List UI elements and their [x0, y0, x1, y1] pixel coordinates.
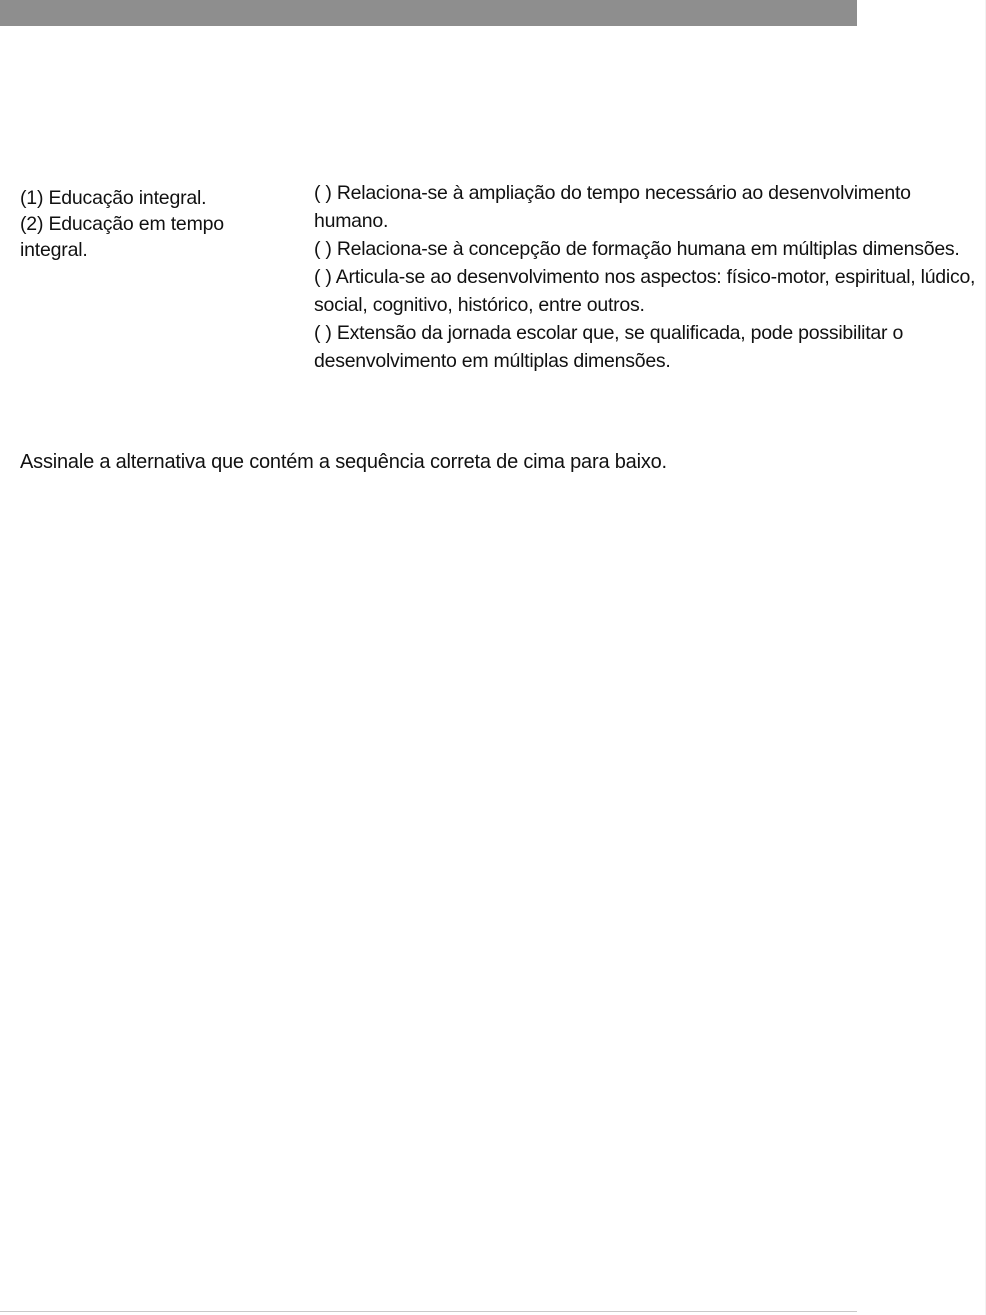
- options-column: [20, 185, 270, 263]
- option-2: (2) Educação em tempo integral.: [20, 213, 224, 261]
- statement-1: ( ) Relaciona-se à ampliação do tempo necessário ao desenvolvimento humano.: [314, 182, 911, 232]
- question-instruction: Assinale a alternativa que contém a sequência correta de cima para baixo.: [20, 451, 667, 473]
- top-header-bar: [0, 0, 857, 26]
- option-1: (1) Educação integral.: [20, 187, 207, 209]
- bottom-divider: [0, 1311, 857, 1312]
- statement-4: ( ) Extensão da jornada escolar que, se qualificada, pode possibilitar o desenvolvimento em múltiplas dimensões.: [314, 322, 904, 372]
- statements-column: [314, 179, 982, 375]
- statement-3: ( ) Articula-se ao desenvolvimento nos aspectos: físico-motor, espiritual, lúdico, social, cognitivo, histórico, entre outros.: [314, 266, 976, 316]
- statement-2: ( ) Relaciona-se à concepção de formação humana em múltiplas dimensões.: [314, 238, 960, 260]
